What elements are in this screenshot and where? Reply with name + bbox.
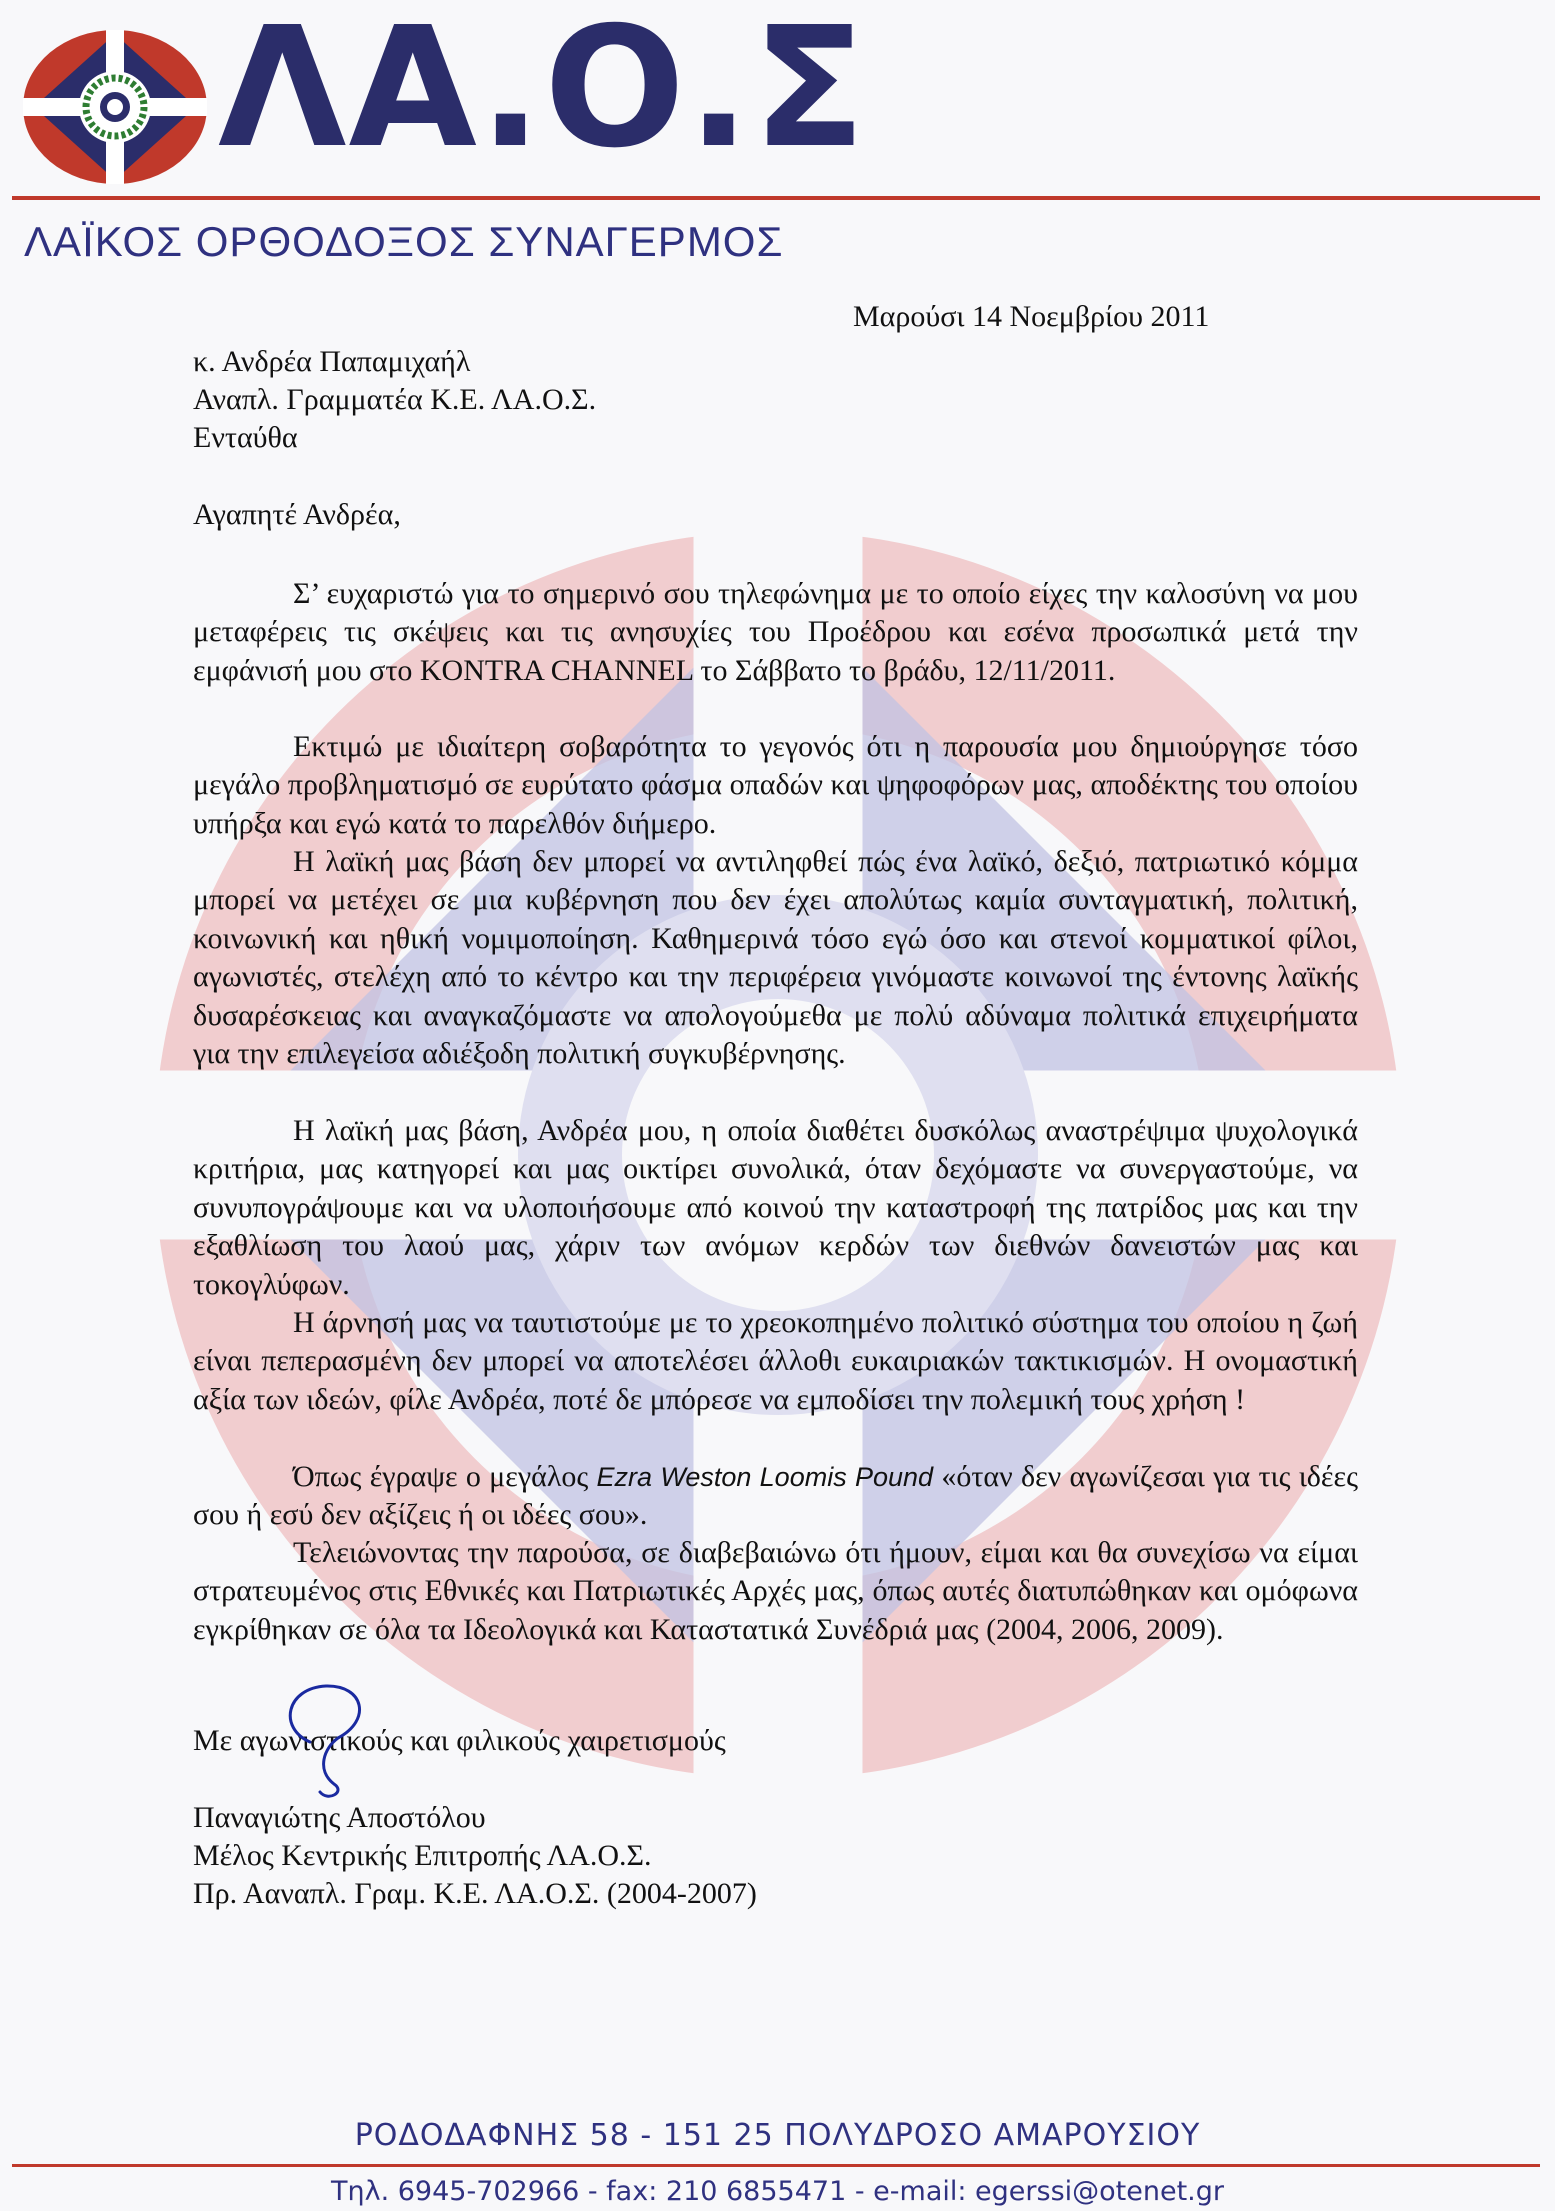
party-abbreviation: ΛΑ.Ο.Σ <box>218 0 868 185</box>
closing-greeting: Με αγωνιστικούς και φιλικούς χαιρετισμούς <box>193 1724 726 1757</box>
quote-author: Ezra Weston Loomis Pound <box>596 1462 934 1492</box>
footer-contact: Τηλ. 6945-702966 - fax: 210 6855471 - e-mail: egerssi@otenet.gr <box>331 2176 1224 2207</box>
recipient-name: κ. Ανδρέα Παπαμιχαήλ <box>193 345 471 378</box>
recipient-title: Αναπλ. Γραμματέα Κ.Ε. ΛΑ.Ο.Σ. <box>193 383 597 416</box>
party-full-name: ΛΑΪΚΟΣ ΟΡΘΟΔΟΞΟΣ ΣΥΝΑΓΕΡΜΟΣ <box>24 218 784 265</box>
quote-text: «όταν δεν αγωνίζεσαι για τις ιδέες σου ή εσύ δεν αξίζεις ή οι ιδέες σου». <box>193 1460 1358 1532</box>
quote-paragraph <box>193 1458 1358 1535</box>
handwritten-signature <box>268 1680 383 1810</box>
paragraph-1: Σ’ ευχαριστώ για το σημερινό σου τηλεφώνημα με το οποίο είχες την καλοσύνη να μου μεταφέρεις τις σκέψεις και τις ανησυχίες του Προέδρου και εσένα προσωπικά μετά την εμφάνισή μου στο KONTRA CHANNEL το Σάββατο το βράδυ, 12/11/2011. <box>193 577 1358 687</box>
signer-former-role: Πρ. Ααναπλ. Γραμ. Κ.Ε. ΛΑ.Ο.Σ. (2004-2007) <box>193 1877 757 1910</box>
closing-paragraph: Τελειώνοντας την παρούσα, σε διαβεβαιώνω ότι ήμουν, είμαι και θα συνεχίσω να είμαι στρατευμένος στις Εθνικές και Πατριωτικές Αρχές μας, όπως αυτές διατυπώθηκαν και ομόφωνα εγκρίθηκαν σε όλα τα Ιδεολογικά και Καταστατικά Συνέδριά μας (2004, 2006, 2009). <box>193 1536 1358 1646</box>
salutation: Αγαπητέ Ανδρέα, <box>193 498 401 531</box>
paragraph-5: Η άρνησή μας να ταυτιστούμε με το χρεοκοπημένο πολιτικό σύστημα του οποίου η ζωή είναι πεπερασμένη δεν μπορεί να αποτελέσει άλλοθι ευκαιριακών τακτικισμών. Η ονομαστική αξία των ιδεών, φίλε Ανδρέα, ποτέ δε μπόρεσε να εμποδίσει την πολεμική τους χρήση ! <box>193 1306 1358 1416</box>
footer-divider <box>12 2164 1540 2167</box>
paragraph-3: Η λαϊκή μας βάση δεν μπορεί να αντιληφθεί πώς ένα λαϊκό, δεξιό, πατριωτικό κόμμα μπορεί να μετέχει σε μια κυβέρνηση που δεν έχει απολύτως καμία συνταγματική, πολιτική, κοινωνική και ηθική νομιμοποίηση. Καθημερινά τόσο εγώ όσο και στενοί κομματικοί φίλοι, αγωνιστές, στελέχη από το κέντρο και την περιφέρεια γινόμαστε κοινωνοί της έντονης λαϊκής δυσαρέσκειας και αναγκαζόμαστε να απολογούμεθα με πολύ αδύναμα πολιτικά επιχειρήματα για την επιλεγείσα αδιέξοδη πολιτική συγκυβέρνησης. <box>193 845 1358 1071</box>
footer-address: ΡΟΔΟΔΑΦΝΗΣ 58 - 151 25 ΠΟΛΥΔΡΟΣΟ ΑΜΑΡΟΥΣΙΟΥ <box>354 2118 1201 2153</box>
quote-intro: Όπως έγραψε ο μεγάλος <box>293 1460 589 1493</box>
paragraph-2: Εκτιμώ με ιδιαίτερη σοβαρότητα το γεγονός ότι η παρουσία μου δημιούργησε τόσο μεγάλο προβληματισμό σε ευρύτατο φάσμα οπαδών και ψηφοφόρων μας, αποδέκτης του οποίου υπήρξα και εγώ κατά το παρελθόν διήμερο. <box>193 730 1358 840</box>
signer-name: Παναγιώτης Αποστόλου <box>193 1801 486 1834</box>
paragraph-4: Η λαϊκή μας βάση, Ανδρέα μου, η οποία διαθέτει δυσκόλως αναστρέψιμα ψυχολογικά κριτήρια, μας κατηγορεί και μας οικτίρει συνολικά, όταν δεχόμαστε να συνεργαστούμε, να συνυπογράψουμε και να υλοποιήσουμε από κοινού την καταστροφή της πατρίδος μας και την εξαθλίωση του λαού μας, χάριν των ανόμων κερδών των διεθνών δανειστών μας και τοκογλύφων. <box>193 1114 1358 1301</box>
letter-date: Μαρούσι 14 Νοεμβρίου 2011 <box>853 300 1210 333</box>
signer-role: Μέλος Κεντρικής Επιτροπής ΛΑ.Ο.Σ. <box>193 1839 652 1872</box>
recipient-location: Ενταύθα <box>193 421 298 454</box>
